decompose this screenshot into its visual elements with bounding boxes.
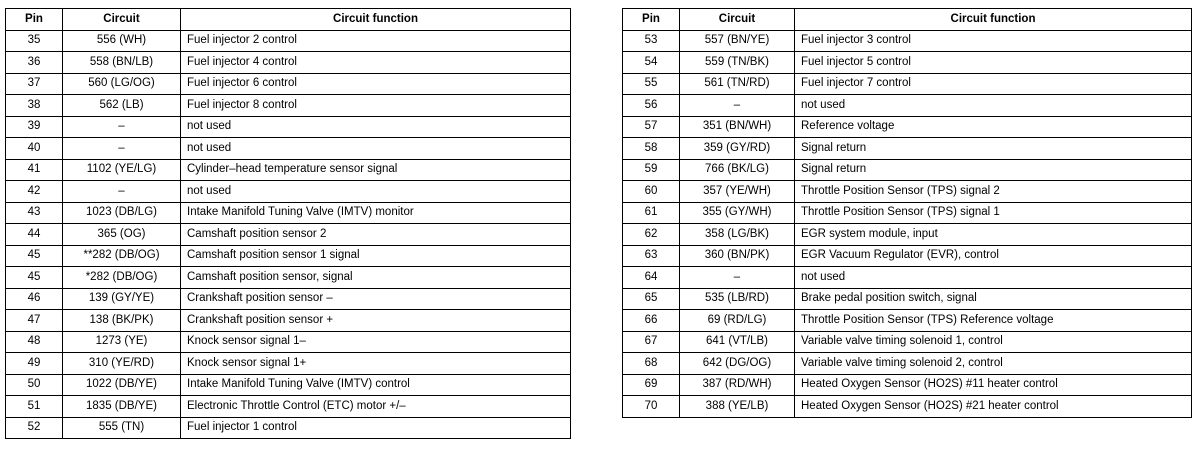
function-cell: Intake Manifold Tuning Valve (IMTV) monitor xyxy=(181,202,571,224)
table-row xyxy=(6,331,571,353)
circuit-cell: 1023 (DB/LG) xyxy=(63,202,181,224)
circuit-cell: – xyxy=(63,181,181,203)
function-cell: not used xyxy=(181,116,571,138)
table-row xyxy=(623,181,1192,203)
function-cell: Camshaft position sensor 1 signal xyxy=(181,245,571,267)
function-cell: Fuel injector 6 control xyxy=(181,73,571,95)
table-row xyxy=(6,30,571,52)
circuit-cell: 355 (GY/WH) xyxy=(680,202,795,224)
circuit-cell: 641 (VT/LB) xyxy=(680,331,795,353)
pin-cell: 66 xyxy=(623,310,680,332)
function-cell: Fuel injector 7 control xyxy=(795,73,1192,95)
right-table-body xyxy=(623,30,1192,417)
circuit-cell: 138 (BK/PK) xyxy=(63,310,181,332)
circuit-cell: 560 (LG/OG) xyxy=(63,73,181,95)
pin-cell: 47 xyxy=(6,310,63,332)
circuit-cell: *282 (DB/OG) xyxy=(63,267,181,289)
function-cell: Camshaft position sensor 2 xyxy=(181,224,571,246)
function-cell: Crankshaft position sensor – xyxy=(181,288,571,310)
pin-cell: 58 xyxy=(623,138,680,160)
table-row xyxy=(6,310,571,332)
pin-cell: 64 xyxy=(623,267,680,289)
circuit-cell: 1022 (DB/YE) xyxy=(63,374,181,396)
table-row xyxy=(623,267,1192,289)
circuit-cell: – xyxy=(680,267,795,289)
pin-cell: 38 xyxy=(6,95,63,117)
function-cell: Cylinder–head temperature sensor signal xyxy=(181,159,571,181)
pin-cell: 55 xyxy=(623,73,680,95)
pin-cell: 51 xyxy=(6,396,63,418)
pin-cell: 35 xyxy=(6,30,63,52)
circuit-cell: 558 (BN/LB) xyxy=(63,52,181,74)
table-row xyxy=(6,267,571,289)
table-row xyxy=(6,396,571,418)
function-cell: Heated Oxygen Sensor (HO2S) #21 heater control xyxy=(795,396,1192,418)
circuit-cell: 561 (TN/RD) xyxy=(680,73,795,95)
function-cell: Reference voltage xyxy=(795,116,1192,138)
circuit-cell: 555 (TN) xyxy=(63,417,181,439)
table-row xyxy=(623,331,1192,353)
circuit-cell: 357 (YE/WH) xyxy=(680,181,795,203)
pin-header: Pin xyxy=(6,9,63,31)
circuit-cell: 642 (DG/OG) xyxy=(680,353,795,375)
table-row xyxy=(623,30,1192,52)
table-row xyxy=(623,396,1192,418)
function-cell: Throttle Position Sensor (TPS) signal 2 xyxy=(795,181,1192,203)
pin-cell: 69 xyxy=(623,374,680,396)
circuit-function-header: Circuit function xyxy=(795,9,1192,31)
table-row xyxy=(623,95,1192,117)
table-row xyxy=(6,417,571,439)
circuit-cell: 387 (RD/WH) xyxy=(680,374,795,396)
circuit-cell: 69 (RD/LG) xyxy=(680,310,795,332)
pin-cell: 53 xyxy=(623,30,680,52)
pin-header: Pin xyxy=(623,9,680,31)
table-row xyxy=(6,353,571,375)
circuit-cell: 360 (BN/PK) xyxy=(680,245,795,267)
pin-cell: 46 xyxy=(6,288,63,310)
pin-cell: 68 xyxy=(623,353,680,375)
function-cell: Brake pedal position switch, signal xyxy=(795,288,1192,310)
function-cell: EGR Vacuum Regulator (EVR), control xyxy=(795,245,1192,267)
pin-cell: 43 xyxy=(6,202,63,224)
pin-cell: 70 xyxy=(623,396,680,418)
table-row xyxy=(6,374,571,396)
function-cell: Fuel injector 3 control xyxy=(795,30,1192,52)
table-row xyxy=(623,288,1192,310)
pin-cell: 44 xyxy=(6,224,63,246)
function-cell: Knock sensor signal 1– xyxy=(181,331,571,353)
table-row xyxy=(6,116,571,138)
function-cell: Intake Manifold Tuning Valve (IMTV) control xyxy=(181,374,571,396)
pin-cell: 57 xyxy=(623,116,680,138)
circuit-function-header: Circuit function xyxy=(181,9,571,31)
function-cell: Crankshaft position sensor + xyxy=(181,310,571,332)
table-row xyxy=(623,138,1192,160)
function-cell: not used xyxy=(795,95,1192,117)
circuit-cell: 559 (TN/BK) xyxy=(680,52,795,74)
table-row xyxy=(623,245,1192,267)
table-row xyxy=(6,73,571,95)
table-row xyxy=(6,138,571,160)
function-cell: EGR system module, input xyxy=(795,224,1192,246)
table-row xyxy=(623,159,1192,181)
circuit-cell: 556 (WH) xyxy=(63,30,181,52)
circuit-cell: 310 (YE/RD) xyxy=(63,353,181,375)
table-row xyxy=(623,116,1192,138)
pin-cell: 65 xyxy=(623,288,680,310)
circuit-cell: 557 (BN/YE) xyxy=(680,30,795,52)
table-row xyxy=(6,202,571,224)
pin-cell: 59 xyxy=(623,159,680,181)
table-row xyxy=(6,245,571,267)
pin-cell: 56 xyxy=(623,95,680,117)
pin-cell: 63 xyxy=(623,245,680,267)
function-cell: Fuel injector 2 control xyxy=(181,30,571,52)
table-row xyxy=(623,73,1192,95)
function-cell: Fuel injector 8 control xyxy=(181,95,571,117)
circuit-cell: 1102 (YE/LG) xyxy=(63,159,181,181)
pin-cell: 61 xyxy=(623,202,680,224)
circuit-header: Circuit xyxy=(63,9,181,31)
circuit-cell: 351 (BN/WH) xyxy=(680,116,795,138)
table-row xyxy=(623,202,1192,224)
pin-cell: 60 xyxy=(623,181,680,203)
circuit-cell: 562 (LB) xyxy=(63,95,181,117)
header-row xyxy=(623,9,1192,31)
circuit-cell: 388 (YE/LB) xyxy=(680,396,795,418)
pin-cell: 39 xyxy=(6,116,63,138)
pin-cell: 37 xyxy=(6,73,63,95)
table-row xyxy=(623,52,1192,74)
pin-cell: 50 xyxy=(6,374,63,396)
circuit-cell: 535 (LB/RD) xyxy=(680,288,795,310)
pin-cell: 41 xyxy=(6,159,63,181)
right-pin-table xyxy=(622,8,1192,418)
circuit-cell: – xyxy=(63,116,181,138)
circuit-cell: 139 (GY/YE) xyxy=(63,288,181,310)
circuit-cell: 766 (BK/LG) xyxy=(680,159,795,181)
pin-cell: 67 xyxy=(623,331,680,353)
pin-cell: 62 xyxy=(623,224,680,246)
circuit-cell: – xyxy=(680,95,795,117)
pin-cell: 45 xyxy=(6,267,63,289)
circuit-cell: 358 (LG/BK) xyxy=(680,224,795,246)
circuit-cell: 1835 (DB/YE) xyxy=(63,396,181,418)
circuit-cell: 359 (GY/RD) xyxy=(680,138,795,160)
circuit-header: Circuit xyxy=(680,9,795,31)
table-row xyxy=(6,181,571,203)
pin-cell: 54 xyxy=(623,52,680,74)
table-row xyxy=(623,224,1192,246)
function-cell: Electronic Throttle Control (ETC) motor +/– xyxy=(181,396,571,418)
pin-cell: 42 xyxy=(6,181,63,203)
left-table-body xyxy=(6,30,571,439)
table-row xyxy=(6,95,571,117)
table-row xyxy=(623,374,1192,396)
function-cell: Fuel injector 5 control xyxy=(795,52,1192,74)
table-row xyxy=(6,159,571,181)
function-cell: Fuel injector 4 control xyxy=(181,52,571,74)
table-row xyxy=(6,224,571,246)
pin-cell: 48 xyxy=(6,331,63,353)
header-row xyxy=(6,9,571,31)
table-row xyxy=(6,52,571,74)
function-cell: not used xyxy=(181,138,571,160)
function-cell: Throttle Position Sensor (TPS) signal 1 xyxy=(795,202,1192,224)
circuit-cell: – xyxy=(63,138,181,160)
pin-cell: 52 xyxy=(6,417,63,439)
function-cell: Signal return xyxy=(795,138,1192,160)
pin-cell: 36 xyxy=(6,52,63,74)
circuit-cell: **282 (DB/OG) xyxy=(63,245,181,267)
pin-cell: 45 xyxy=(6,245,63,267)
function-cell: not used xyxy=(795,267,1192,289)
circuit-cell: 365 (OG) xyxy=(63,224,181,246)
function-cell: Fuel injector 1 control xyxy=(181,417,571,439)
function-cell: Variable valve timing solenoid 2, control xyxy=(795,353,1192,375)
table-row xyxy=(623,310,1192,332)
pin-cell: 40 xyxy=(6,138,63,160)
pin-cell: 49 xyxy=(6,353,63,375)
function-cell: Knock sensor signal 1+ xyxy=(181,353,571,375)
table-row xyxy=(623,353,1192,375)
table-row xyxy=(6,288,571,310)
function-cell: Signal return xyxy=(795,159,1192,181)
circuit-cell: 1273 (YE) xyxy=(63,331,181,353)
function-cell: Variable valve timing solenoid 1, control xyxy=(795,331,1192,353)
function-cell: Camshaft position sensor, signal xyxy=(181,267,571,289)
function-cell: Throttle Position Sensor (TPS) Reference voltage xyxy=(795,310,1192,332)
function-cell: not used xyxy=(181,181,571,203)
left-pin-table xyxy=(5,8,571,439)
function-cell: Heated Oxygen Sensor (HO2S) #11 heater control xyxy=(795,374,1192,396)
